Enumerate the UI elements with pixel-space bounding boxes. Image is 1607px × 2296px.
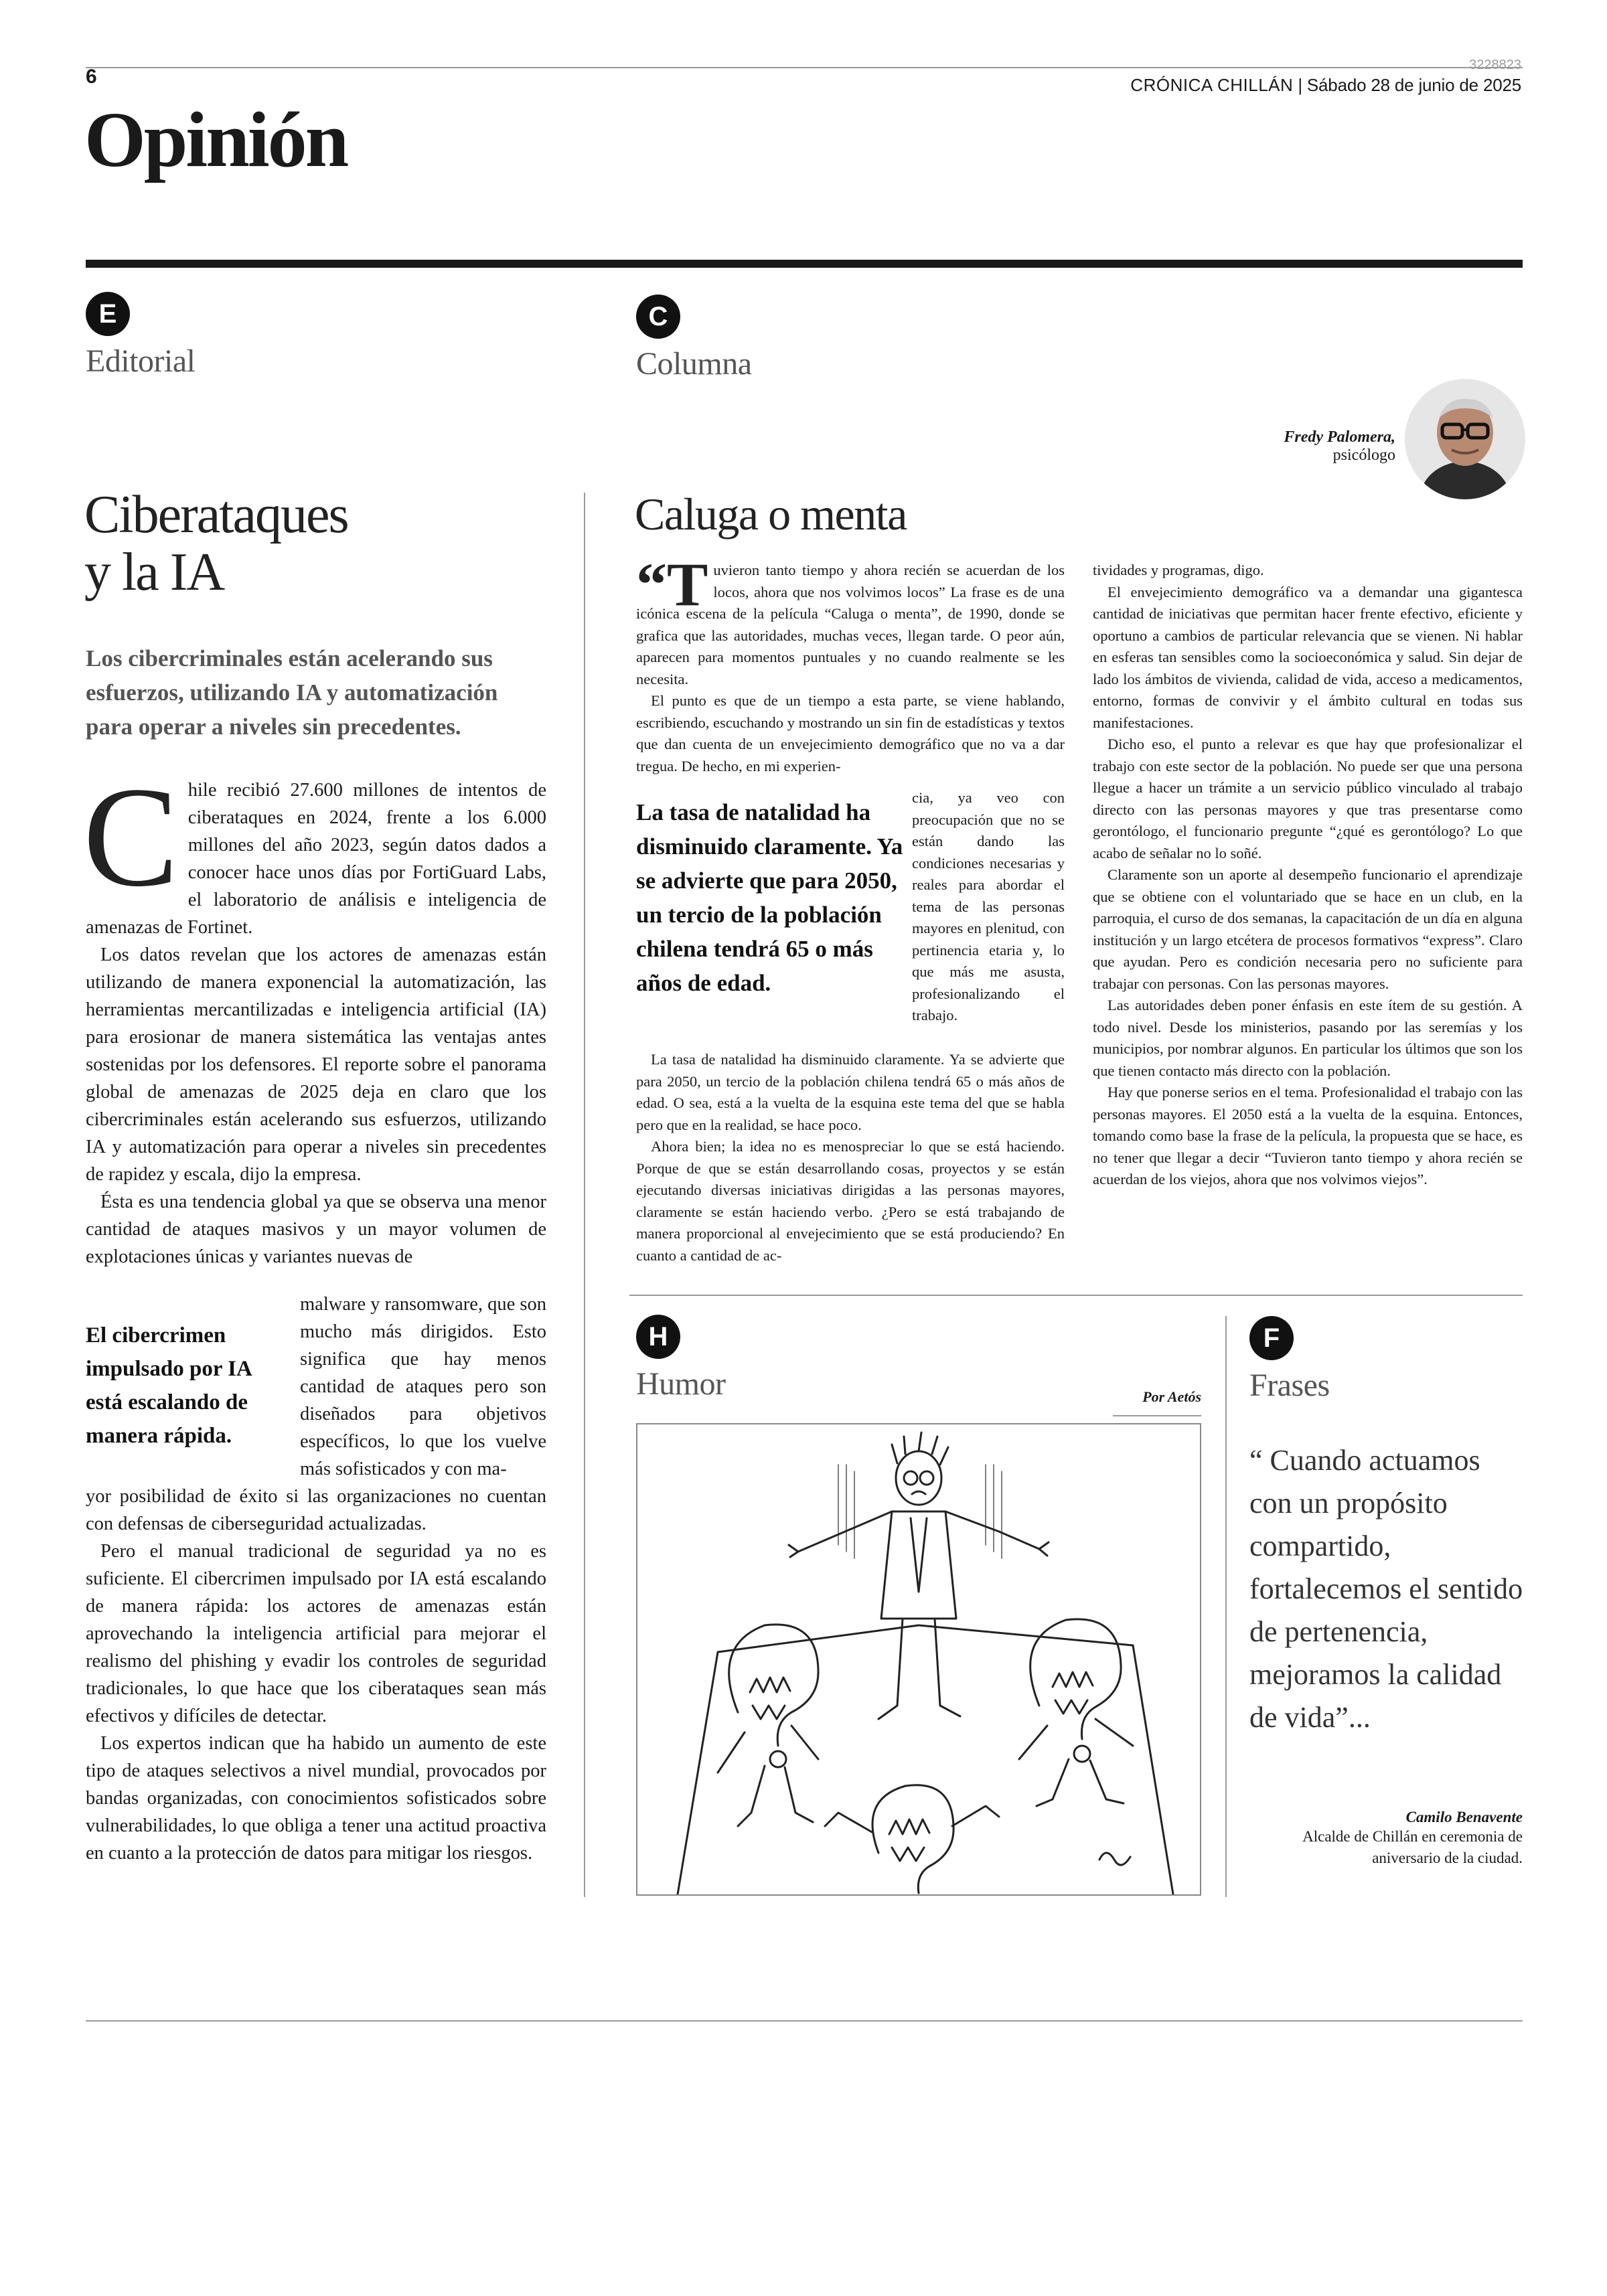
column-text-col1-rest bbox=[636, 1049, 1065, 1266]
editorial-para-3a: Ésta es una tendencia global ya que se observa una menor cantidad de ataques masivos y un mayor volumen de explotaciones únicas y variantes nuevas de bbox=[86, 1192, 546, 1267]
column-para-2a: El punto es que de un tiempo a esta parte, se viene hablando, escribiendo, escuchando y mostrando un sin fin de estadísticas y textos que dan cuenta de un envejecimiento demográfico que no va a dar tregua. De hecho, en mi experien- bbox=[636, 692, 1065, 774]
column-opening-quote: “T bbox=[636, 550, 708, 619]
editorial-para-2: Los datos revelan que los actores de amenazas están utilizando de manera exponencial la automatización, las herramientas mercantilizadas e inteligencia artificial (IA) para erosionar de manera sistemática las ventajas antes sostenidas por los defensores. El reporte sobre el panorama global de amenazas de 2025 deja en claro que los cibercriminales están acelerando sus esfuerzos, utilizando IA y automatización para operar a niveles sin precedentes de rapidez y escala, dijo la empresa. bbox=[86, 945, 546, 1185]
author-photo bbox=[1405, 379, 1525, 499]
editorial-pullquote: El cibercrimen impulsado por IA está escalando de manera rápida. bbox=[86, 1323, 251, 1448]
author-name: Fredy Palomera, bbox=[1284, 428, 1395, 446]
editorial-dropcap: C bbox=[83, 758, 179, 916]
column-para-8: Claramente son un aporte al desempeño funcionario el aprendizaje que se obtiene con el voluntariado que se hace en un club, en la parroquia, el curso de dos semanas, la capacitación de un día en alguna institución y un largo etcétera de procesos formativos “express”. Claro que ayudan. Pero es condición necesaria pero no suficiente para trabajar con personas. Con las personas mayores. bbox=[1093, 866, 1523, 992]
column-divider bbox=[584, 493, 585, 1897]
editorial-body bbox=[83, 758, 546, 1270]
editorial-headline-line1: Ciberataques bbox=[84, 485, 348, 544]
humor-label: Humor bbox=[636, 1366, 726, 1402]
editorial-para-4: Pero el manual tradicional de seguridad ya no es suficiente. El cibercrimen impulsado por IA está escalando de manera rápida: los actores de amenazas están aprovechando la inteligencia artificial para mejorar el realismo del phishing y evadir los controles de seguridad tradicionales, lo que hace que los ciberataques sean más efectivos y difíciles de detectar. bbox=[86, 1541, 546, 1726]
frases-attribution bbox=[1249, 1809, 1523, 1869]
editorial-para-3c: yor posibilidad de éxito si las organizaciones no cuentan con defensas de ciberseguridad actualizadas. bbox=[86, 1486, 546, 1534]
editorial-headline-line2: y la IA bbox=[84, 543, 224, 602]
column-para-10: Hay que ponerse serios en el tema. Profesionalidad el trabajo con las personas mayores. El 2050 está a la vuelta de la esquina. Entonces, tomando como base la frase de la película, la propuesta que se hace, es no tener que llegar a decir “Tuvieron tanto tiempo y ahora recién se acuerdan de los viejos, ahora que nos volvimos viejos”. bbox=[1093, 1084, 1523, 1187]
editorial-para-3b: malware y ransomware, que son mucho más dirigidos. Esto significa que hay menos cantidad de ataques pero son diseñados para objetivos específicos, lo que los vuelve más sofisticados y con ma- bbox=[300, 1294, 546, 1479]
frases-label: Frases bbox=[1249, 1368, 1330, 1403]
author-role: psicólogo bbox=[1332, 446, 1395, 464]
editorial-badge: E bbox=[86, 292, 130, 336]
page-code: 3228823 bbox=[1469, 58, 1521, 72]
column-author bbox=[1138, 428, 1395, 465]
lower-divider bbox=[629, 1295, 1523, 1296]
humor-badge: H bbox=[636, 1315, 680, 1359]
column-text-col1 bbox=[636, 550, 1065, 777]
column-text-col2 bbox=[1093, 560, 1523, 1191]
column-para-3: La tasa de natalidad ha disminuido claramente. Ya se advierte que para 2050, un tercio de la población chilena tendrá 65 o más años de edad. O sea, está a la vuelta de la esquina este tema del que se habla pero que en la realidad, se hace poco. bbox=[636, 1051, 1065, 1133]
column-text-wrap bbox=[912, 787, 1065, 1027]
column-para-9: Las autoridades deben poner énfasis en este ítem de su gestión. A todo nivel. Desde los ministerios, pasando por las seremías y los municipios, por nombrar algunos. En particular los últimos que son los que tienen contacto más directo con la población. bbox=[1093, 997, 1523, 1079]
column-para-5: tividades y programas, digo. bbox=[1093, 562, 1264, 578]
frases-author: Camilo Benavente bbox=[1405, 1809, 1523, 1825]
section-title: Opinión bbox=[84, 96, 348, 183]
humor-cartoon bbox=[636, 1423, 1201, 1896]
column-para-6: El envejecimiento demográfico va a demandar una gigantesca cantidad de iniciativas que permitan hacer frente efectivo, eficiente y oportuno a cambios de particular relevancia que se vienen. Ni hablar en esferas tan sensibles como la socioeconómica y salud. Sin dejar de lado los ámbitos de vivienda, calidad de vida, acceso a medicamentos, entorno, formas de convivir y el ámbito cultural en todas sus manifestaciones. bbox=[1093, 583, 1523, 731]
humor-credit-rule bbox=[1113, 1415, 1201, 1416]
frases-context: Alcalde de Chillán en ceremonia de aniversario de la ciudad. bbox=[1302, 1828, 1523, 1866]
editorial-body-rest bbox=[86, 1483, 546, 1867]
page-number: 6 bbox=[86, 66, 97, 88]
frases-badge: F bbox=[1249, 1316, 1294, 1360]
author-portrait-icon bbox=[1405, 379, 1525, 499]
column-headline: Caluga o menta bbox=[635, 489, 907, 540]
editorial-headline bbox=[84, 486, 566, 601]
masthead: CRÓNICA CHILLÁN | Sábado 28 de junio de 2025 bbox=[1130, 75, 1521, 95]
publication-date: Sábado 28 de junio de 2025 bbox=[1306, 75, 1521, 95]
column-para-1: uvieron tanto tiempo y ahora recién se acuerdan de los locos, ahora que nos volvimos locos” La frase es de una icónica escena de la película “Caluga o menta”, de 1990, donde se grafica que las autoridades, muchas veces, llegan tarde. O peor aún, aparecen para momentos puntuales y no cuando realmente se les necesita. bbox=[636, 562, 1065, 687]
column-pullquote: La tasa de natalidad ha disminuido claramente. Ya se advierte que para 2050, un tercio de la población chilena tendrá 65 o más años de edad. bbox=[636, 799, 903, 996]
column-para-2b: cia, ya veo con preocupación que no se están dando las condiciones necesarias y reales para abordar el tema de las personas mayores en plenitud, con pertinencia etaria y, lo que más me asusta, profesionalizando el trabajo. bbox=[912, 789, 1065, 1023]
publication-name: CRÓNICA CHILLÁN bbox=[1130, 75, 1294, 95]
editorial-para-1: hile recibió 27.600 millones de intentos de ciberataques en 2024, frente a los 6.000 millones del año 2023, según datos dados a conocer hace unos días por FortiGuard Labs, el laboratorio de análisis e inteligencia de amenazas de Fortinet. bbox=[86, 780, 546, 938]
humor-frases-divider bbox=[1225, 1316, 1227, 1897]
column-badge: C bbox=[636, 295, 680, 339]
editorial-para-5: Los expertos indican que ha habido un aumento de este tipo de ataques selectivos a nivel mundial, provocados por bandas organizadas, con conocimientos sofisticados sobre vulnerabilidades, lo que obliga a tener una actitud proactiva en cuanto a la protección de datos para mitigar los riesgos. bbox=[86, 1733, 546, 1864]
column-para-4: Ahora bien; la idea no es menospreciar lo que se está haciendo. Porque de que se están desarrollando cosas, proyectos y se están ejecutando diversas iniciativas dirigidas a las personas mayores, claramente se están haciendo verbo. ¿Pero se está trabajando de manera proporcional al envejecimiento que se está produciendo? En cuanto a cantidad de ac- bbox=[636, 1138, 1065, 1264]
humor-credit: Por Aetós bbox=[1142, 1388, 1201, 1405]
column-label: Columna bbox=[636, 346, 752, 382]
editorial-label: Editorial bbox=[86, 343, 196, 379]
top-rule bbox=[86, 67, 1523, 68]
cartoon-illustration-icon bbox=[637, 1424, 1200, 1894]
section-rule bbox=[86, 260, 1523, 268]
bottom-rule bbox=[86, 2020, 1523, 2022]
frases-quote: “ Cuando actuamos con un propósito compartido, fortalecemos el sentido de pertenencia, mejoramos la calidad de vida”... bbox=[1249, 1444, 1523, 1734]
column-para-7: Dicho eso, el punto a relevar es que hay que profesionalizar el trabajo con este sector de la población. No puede ser que una persona llegue a hacer un trámite a un servicio público vinculado al trabajo directo con las personas mayores y que tras presentarse como gerontólogo, el funcionario pregunte “¿qué es gerontólogo? Lo que acabo de señalar no lo soñé. bbox=[1093, 736, 1523, 862]
editorial-deck: Los cibercriminales están acelerando sus esfuerzos, utilizando IA y automatización para operar a niveles sin precedentes. bbox=[86, 645, 498, 740]
editorial-body-wrap bbox=[300, 1291, 546, 1483]
